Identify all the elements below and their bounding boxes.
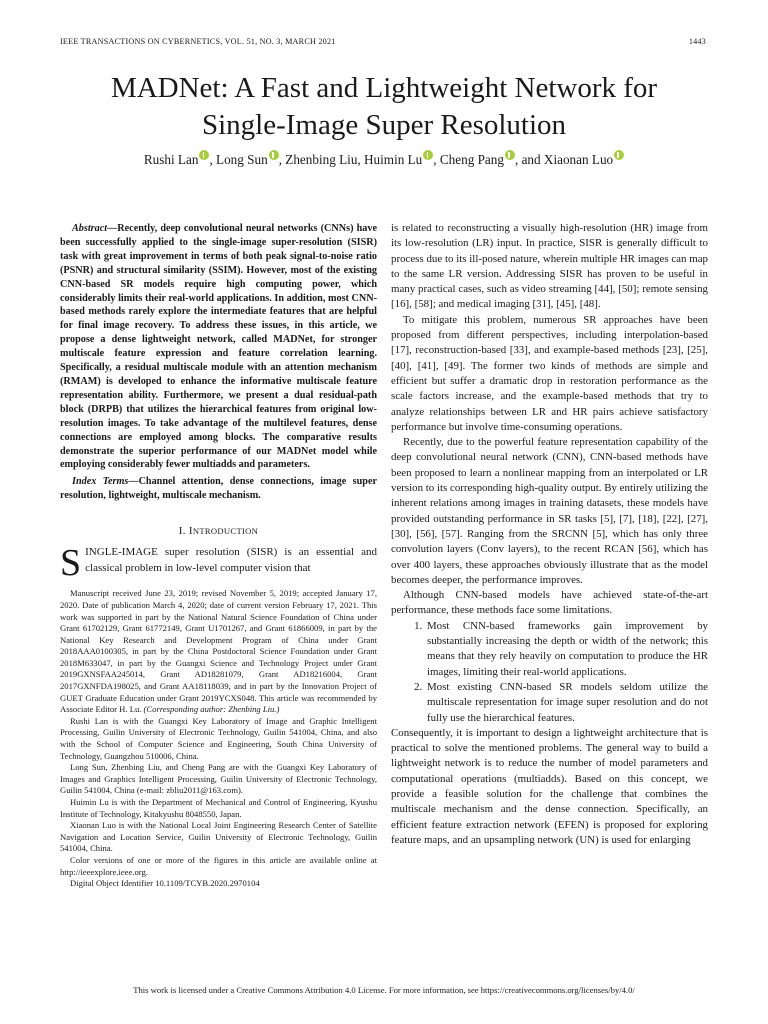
abstract-text: —Recently, deep convolutional neural networks (CNNs) have been successfully applied to the single-image super-resolution (SISR) task with great improvement in terms of both peak signal-to-noise ratio (PSNR) and structural similarity (SSIM). However, most of the existing CNN-based SR models require high computing power, which considerably limits their real-world applications. In addition, most CNN-based methods rarely explore the intermediate features that are helpful for final image recovery. To address these issues, in this article, we propose a dense lightweight network, called MADNet, for stronger multiscale feature expression and feature correlation learning. Specifically, a residual multiscale module with an attention mechanism (RMAM) is developed to enhance the informative multiscale feature representation ability. Furthermore, we present a dual residual-path block (DRPB) that utilizes the hierarchical features from original low-resolution images. To take advantage of the multilevel features, dense connections are employed among blocks. The comparative results demonstrate the superior performance of our MADNet model while employing considerably fewer multiadds and parameters.: [60, 223, 377, 471]
author-list: [40, 150, 728, 168]
list-item: 1. Most CNN-based frameworks gain improvement by substantially increasing the depth or width of the network; this means that they rely heavily on computation to produce the HR images, limiting their real-world applications.: [425, 619, 708, 680]
footnote-affiliation: Long Sun, Zhenbing Liu, and Cheng Pang are with the Guangxi Key Laboratory of Images and Graphics Intelligent Processing, Guilin University of Electronic Technology, Guilin 541004, China (e-mail: zbliu2011@163.com).: [60, 762, 377, 796]
orcid-icon[interactable]: [269, 150, 279, 160]
footnote-doi: Digital Object Identifier 10.1109/TCYB.2020.2970104: [70, 878, 260, 889]
author-2: , Long Sun: [209, 152, 268, 167]
section-heading-introduction: I. INTRODUCTION: [178, 525, 259, 538]
right-column: [391, 221, 708, 848]
journal-name: IEEE TRANSACTIONS ON CYBERNETICS, VOL. 51, NO. 3, MARCH 2021: [60, 37, 336, 46]
title-line-1: MADNet: A Fast and Lightweight Network for: [110, 72, 658, 104]
page-number: 1443: [688, 37, 706, 46]
index-terms-text: —Channel attention, dense connections, image super resolution, lightweight, multiscale mechanism.: [60, 476, 377, 502]
abstract: [60, 222, 377, 472]
paper-title: [40, 70, 728, 144]
footnotes: [60, 588, 377, 889]
author-4: , Cheng Pang: [433, 152, 504, 167]
running-header: [60, 37, 706, 46]
author-1: Rushi Lan: [143, 152, 199, 167]
footnote-manuscript: Manuscript received June 23, 2019; revised November 5, 2019; accepted January 17, 2020. Date of publication March 4, 2020; date of current version February 17, 2021. This work was supported in part by the National Natural Science Foundation of China under Grant 61702129, Grant 61772149, Grant U1701267, and Grant 61866009, in part by the National Key Research and Development Program of China under Grant 2018AAA0100305, in part by the China Postdoctoral Science Foundation under Grant 2018M633047, in part by the Guangxi Science and Technology Project under Grant 2019GXNSFAA245014, Grant AD18281079, Grant AD18216004, Grant 2017GXNFDA198025, and Grant AA18118039, and in part by the Innovation Project of GUET Graduate Education under Grant 2019YCXS048. This article was recommended by Associate Editor H. Lu. (Corresponding author: Zhenbing Liu.): [60, 588, 377, 715]
orcid-icon[interactable]: [505, 150, 515, 160]
drop-cap: S: [60, 542, 82, 585]
intro-paragraph: SINGLE-IMAGE super resolution (SISR) is an essential and classical problem in low-level computer vision that: [60, 542, 377, 585]
footnote-affiliation: Rushi Lan is with the Guangxi Key Laboratory of Image and Graphic Intelligent Processing, Guilin University of Electronic Technology, Guilin 541004, China, and also with the School of Computer Science and Engineering, South China University of Technology, Guangzhou 510006, China.: [60, 715, 377, 761]
body-paragraph: is related to reconstructing a visually high-resolution (HR) image from its low-resolution (LR) input. In practice, SISR is generally difficult to process due to its ill-posed nature, wherein multiple HR images can map to the same LR version. Addressing SISR has proven to be useful in many practical cases, such as video streaming [44], [50]; remote sensing [16], [58]; and medical imaging [31], [45], [48].: [391, 222, 708, 311]
body-paragraph: Although CNN-based models have achieved state-of-the-art performance, these methods face some limitations.: [391, 589, 708, 617]
index-terms-label: Index Terms: [72, 476, 129, 488]
footnote-affiliation: Xiaonan Luo is with the National Local Joint Engineering Research Center of Satellite Navigation and Location Service, Guilin University of Electronic Technology, Guilin 541004, China.: [60, 820, 377, 854]
body-paragraph: To mitigate this problem, numerous SR approaches have been proposed from different perspectives, including interpolation-based [17], reconstruction-based [33], and example-based methods [23], [25], [40], [41], [49]. The former two kinds of methods are simple and efficient but suffer a dramatic drop in restoration performance as the scale factors increase, and the example-based methods that try to analyze relationships between LR and HR pairs achieve satisfactory performance but involve time-consuming operations.: [391, 313, 708, 433]
author-3: , Zhenbing Liu, Huimin Lu: [278, 152, 423, 167]
list-item: 2. Most existing CNN-based SR models seldom utilize the multiscale representation for image super resolution and do not fully use the hierarchical features.: [425, 680, 708, 726]
footnote-color-versions: Color versions of one or more of the figures in this article are available online at http://ieeexplore.ieee.org.: [60, 854, 377, 877]
author-5: , and Xiaonan Luo: [514, 152, 614, 167]
abstract-label: Abstract: [72, 223, 108, 234]
footnote-affiliation: Huimin Lu is with the Department of Mechanical and Control of Engineering, Kyushu Institute of Technology, Kitakyushu 8048550, Japan.: [60, 797, 377, 819]
index-terms: [60, 475, 377, 503]
license-notice: This work is licensed under a Creative Commons Attribution 4.0 License. For more information, see https://creativecommons.org/licenses/by/4.0/: [133, 985, 635, 995]
body-paragraph: Recently, due to the powerful feature representation capability of the deep convolutional neural network (CNN), CNN-based methods have been proposed to learn a nonlinear mapping from an interpolated or LR version to its corresponding high-quality output. By entirely utilizing the inherent relations among images in training datasets, these models have provided outstanding performance in SR tasks [5], [7], [18], [22], [27], [30], [56], [57]. Ranging from the SRCNN [5], which has only three convolution layers (Conv layers), to the recent RCAN [56], which has over 400 layers, these approaches obviously illustrate that as the model becomes deeper, the performance improves.: [391, 436, 708, 586]
orcid-icon[interactable]: [614, 150, 624, 160]
orcid-icon[interactable]: [423, 150, 433, 160]
limitations-list: [391, 619, 708, 726]
title-line-2: Single-Image Super Resolution: [201, 109, 567, 141]
left-column: [60, 222, 377, 890]
orcid-icon[interactable]: [199, 150, 209, 160]
body-paragraph: Consequently, it is important to design a lightweight architecture that is practical to solve the mentioned problems. The general way to build a lightweight network is to reduce the number of model parameters and computational operations (multiadds). Based on this concept, we provide a feasible solution for the challenge that combines the multiscale mechanism and the dense connection. Specifically, an efficient feature extraction network (EFEN) is proposed for exploring feature maps, and an upsampling network (UN) is used for enlarging: [391, 726, 708, 846]
